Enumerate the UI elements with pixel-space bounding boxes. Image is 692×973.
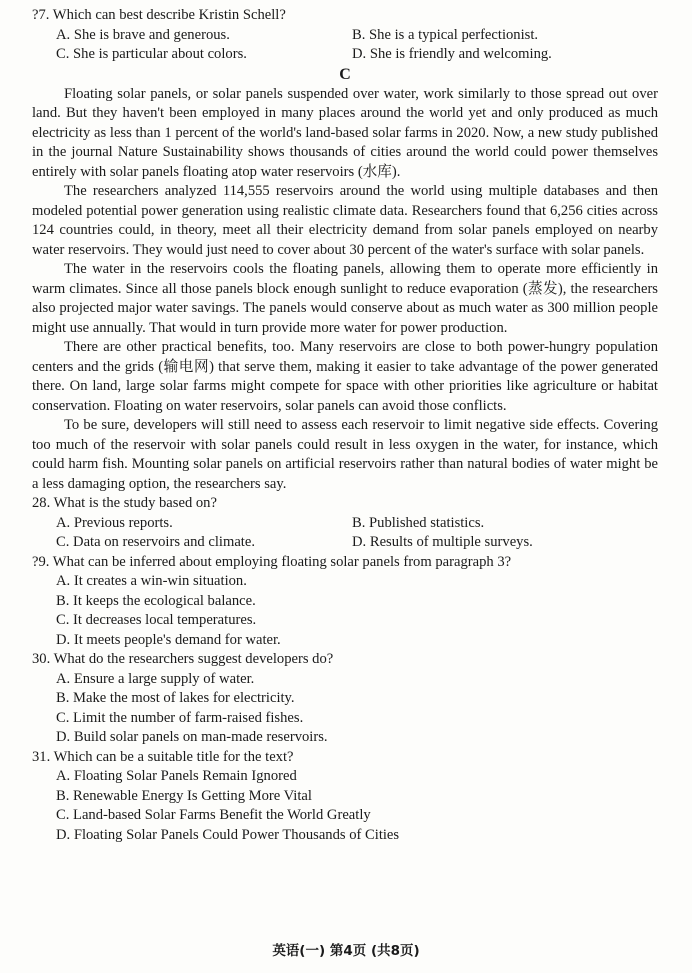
option-d: D. It meets people's demand for water. (56, 631, 281, 648)
option-b: B. Renewable Energy Is Getting More Vital (56, 787, 312, 804)
option-a: A. Ensure a large supply of water. (56, 670, 255, 687)
page-footer: 英语(一) 第4页 (共8页) (272, 943, 420, 959)
option-d: D. She is friendly and welcoming. (352, 46, 552, 62)
question-29 (32, 553, 658, 651)
passage-paragraph: To be sure, developers will still need to assess each reservoir to limit negative side effects. Covering too much of the reservoir with solar panels could result in less oxygen in the water, for instance, which could harm fish. Mounting solar panels on artificial reservoirs rather than natural bodies of water might be a less damaging option, the researchers say. (32, 417, 658, 492)
option-d: D. Floating Solar Panels Could Power Thousands of Cities (56, 826, 400, 843)
options (56, 670, 658, 748)
passage-paragraph: There are other practical benefits, too. Many reservoirs are close to both power-hungry population centers and the grids (输电网) that serve them, making it easier to take advantage of the power generated there. On land, large solar farms might compete for space with other priorities like agriculture or habitat conservation. Floating on water reservoirs, solar panels can avoid those conflicts. (32, 339, 658, 414)
option-c: C. Land-based Solar Farms Benefit the World Greatly (56, 807, 371, 823)
passage-paragraph: The researchers analyzed 114,555 reservoirs around the world using multiple databases and then modeled potential power generation using realistic climate data. Researchers found that 6,256 cities across 124 countries could, in theory, meet all their electricity demand from solar panels employed on nearby water reservoirs. They would just need to cover about 30 percent of the water's surface with solar panels. (32, 183, 658, 258)
option-c: C. Data on reservoirs and climate. (56, 534, 255, 550)
section-heading: C (339, 65, 351, 83)
options (56, 767, 658, 845)
option-b: B. Published statistics. (352, 514, 485, 531)
option-b: B. It keeps the ecological balance. (56, 592, 256, 609)
question-stem: 31. Which can be a suitable title for the text? (32, 748, 294, 765)
option-a: A. Floating Solar Panels Remain Ignored (56, 768, 297, 784)
option-d: D. Results of multiple surveys. (352, 534, 533, 550)
question-28 (32, 494, 658, 553)
question-30 (32, 650, 658, 748)
passage-paragraph: Floating solar panels, or solar panels suspended over water, work similarly to those spread out over land. But they haven't been employed in many places around the world yet and only produced as much electricity as less than 1 percent of the world's land-based solar farms in 2020. Now, a new study published in the journal Nature Sustainability shows thousands of cities around the world could power themselves entirely with solar panels floating atop water reservoirs (水库). (32, 85, 658, 180)
option-c: C. She is particular about colors. (56, 46, 247, 62)
options (56, 26, 658, 65)
option-a: A. Previous reports. (56, 514, 173, 531)
question-27 (32, 6, 658, 65)
option-b: B. She is a typical perfectionist. (352, 26, 539, 43)
option-d: D. Build solar panels on man-made reservoirs. (56, 729, 328, 745)
question-stem: ?9. What can be inferred about employing floating solar panels from paragraph 3? (32, 553, 512, 570)
question-stem: 28. What is the study based on? (32, 495, 217, 511)
options (56, 572, 658, 650)
question-stem: ?7. Which can best describe Kristin Schell? (32, 7, 286, 23)
options (56, 514, 658, 553)
option-b: B. Make the most of lakes for electricity. (56, 690, 295, 706)
option-c: C. It decreases local temperatures. (56, 612, 257, 628)
option-c: C. Limit the number of farm-raised fishes. (56, 709, 304, 726)
option-a: A. She is brave and generous. (56, 26, 230, 43)
passage-paragraph: The water in the reservoirs cools the floating panels, allowing them to operate more efficiently in warm climates. Since all those panels block enough sunlight to reduce evaporation (蒸发), the researchers also projected major water savings. The panels would conserve about as much water as 300 million people might use annually. That would in turn provide more water for power production. (32, 261, 658, 336)
option-a: A. It creates a win-win situation. (56, 573, 247, 589)
question-stem: 30. What do the researchers suggest developers do? (32, 651, 334, 667)
question-31 (32, 748, 658, 846)
